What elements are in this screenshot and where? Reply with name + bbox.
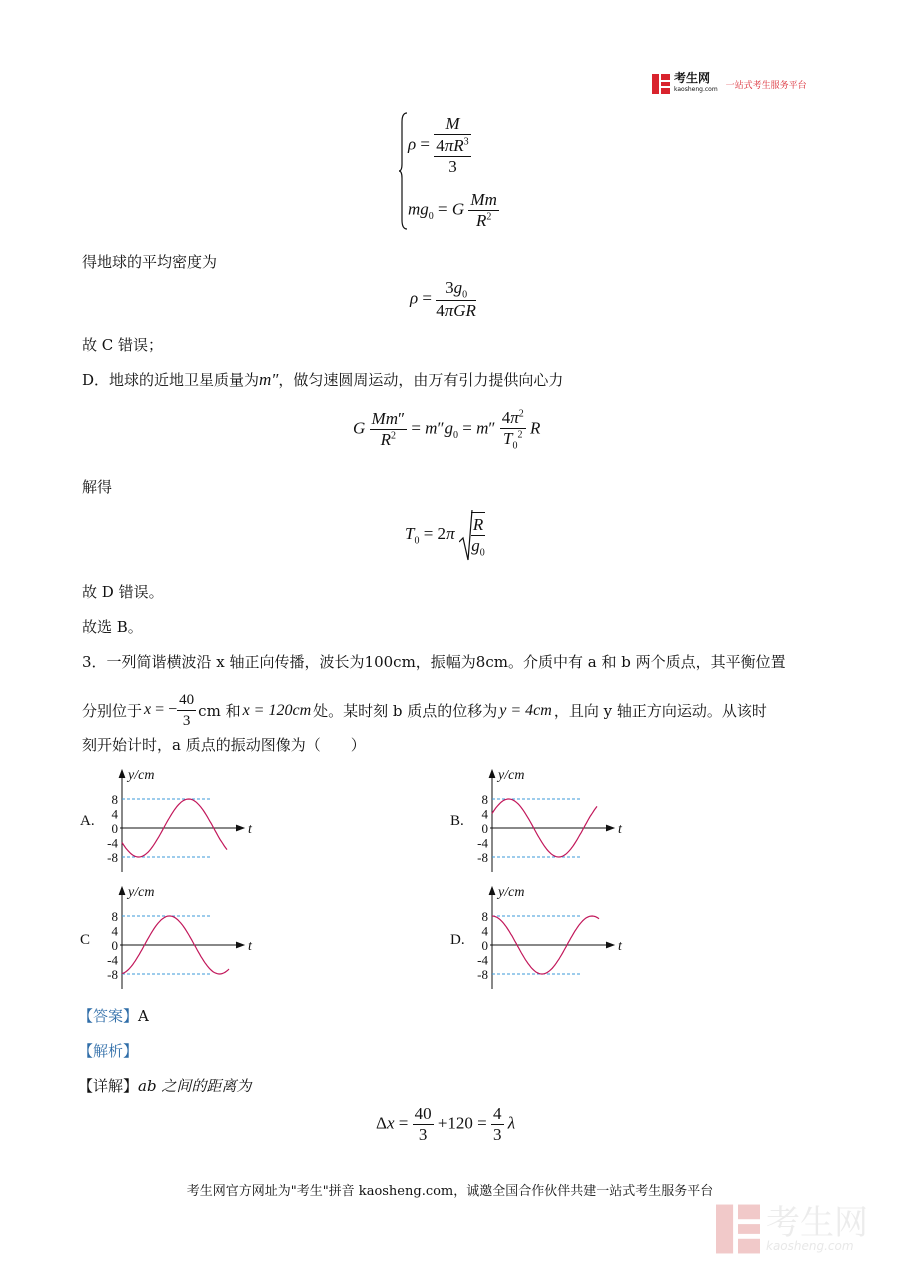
t-axis-label: t [618,822,622,837]
y-axis-label: y/cm [128,885,155,900]
t-axis-label: t [248,939,252,954]
density-result: ρ = $\frac{3g_0}{\text{4πGR}}$ [410,278,476,321]
detail-text: ab 之间的距离为 [138,1077,252,1095]
y-axis-arrow-icon [119,770,125,778]
tick-label: -4 [107,835,118,851]
choose-b: 故选 B。 [82,618,143,636]
tick-label: -4 [107,952,118,968]
c-wrong: 故 C 错误； [82,336,164,354]
question-line-2 [82,690,767,731]
kaosheng-logo-icon [652,74,670,94]
watermark-brand: 考生网 [766,1203,868,1243]
density-heading: 得地球的平均密度为 [82,253,218,271]
tick-label: 4 [111,806,118,822]
option-graph-B [450,764,650,874]
answer-line [78,1006,149,1026]
solve-label: 解得 [82,478,113,496]
header-logo [652,73,807,95]
d-wrong: 故 D 错误。 [82,583,164,601]
header-slogan: 一站式考生服务平台 [725,80,807,91]
y-axis-arrow-icon [489,770,495,778]
period-result: $T_0 = 2\pi$ $\frac{R}{g_0}$ [405,512,485,558]
question-line-2-d: ，且向 y 轴正方向运动。从该时 [553,701,767,720]
header-brand: 考生网 [674,71,711,85]
tick-label: 8 [481,909,488,924]
y-axis-label: y/cm [498,768,525,783]
t-axis-arrow-icon [606,942,614,948]
tick-label: -4 [477,952,488,968]
y-axis-arrow-icon [119,887,125,895]
question-line-2-b: cm 和 [198,701,241,720]
y-axis-arrow-icon [489,887,495,895]
option-graph-C [80,881,280,991]
tick-label: 0 [111,938,118,953]
tick-label: 4 [111,923,118,939]
tick-label: -8 [107,967,118,982]
t-axis-arrow-icon [236,825,244,831]
watermark-logo-icon [716,1204,760,1254]
tick-label: 8 [111,909,118,924]
tick-label: 0 [111,821,118,836]
footer-text: 考生网官方网址为"考生"拼音 kaosheng.com，诚邀全国合作伙伴共建一站式考生服务平台 [186,1184,714,1199]
tick-label: 8 [481,792,488,807]
density-definition: ρ = $\frac{M}{\frac{4\pi R^3}{3}}$ [408,114,469,176]
answer-value: A [138,1007,149,1025]
option-label: D. [450,932,465,948]
answer-label: 【答案】 [78,1007,139,1025]
tick-label: 0 [481,821,488,836]
option-graph-A [80,764,280,874]
x-a-expression: x = − $\frac{40}{3}$ [144,692,195,729]
tick-label: 0 [481,938,488,953]
tick-label: 4 [481,806,488,822]
x-b-expression: x = 120cm [242,701,312,719]
left-brace-icon [398,112,408,230]
orbit-equation: G $\frac{Mm''}{R^2}$ = $m''g_0 = m''$ $\frac{4\pi^2}{T_0^2}$ R [353,408,541,452]
t-axis-arrow-icon [236,942,244,948]
option-graph-D [450,881,650,991]
d-intro-var: m″ [259,370,279,389]
y-axis-label: y/cm [128,768,155,783]
surface-gravity-equation: $mg_0 = G$ $\frac{Mm}{R^2}$ [408,190,497,230]
question-line-2-a: 分别位于 [82,701,143,720]
option-label: A. [80,813,95,829]
tick-label: -8 [107,850,118,865]
tick-label: -8 [477,850,488,865]
detail-label: 【详解】 [78,1077,139,1095]
d-intro [82,370,563,390]
d-intro-tail: ，做匀速圆周运动，由万有引力提供向心力 [278,371,564,389]
distance-equation: Δx = $\frac{40}{3}$ +120 = $\frac{4}{3}$ λ [376,1104,516,1144]
t-axis-label: t [248,822,252,837]
tick-label: 4 [481,923,488,939]
watermark [716,1204,868,1254]
analysis-label: 【解析】 [78,1042,139,1060]
tick-label: -4 [477,835,488,851]
d-intro-text: D．地球的近地卫星质量为 [82,371,260,389]
t-axis-arrow-icon [606,825,614,831]
sqrt-icon [459,510,473,562]
tick-label: 8 [111,792,118,807]
tick-label: -8 [477,967,488,982]
y-axis-label: y/cm [498,885,525,900]
question-line-3: 刻开始计时，a 质点的振动图像为（ ） [82,736,366,754]
option-label: B. [450,813,464,829]
watermark-domain: kaosheng.com [766,1239,854,1253]
detail-line [78,1076,251,1096]
y-b-expression: y = 4cm [499,701,552,719]
question-line-2-c: 处。某时刻 b 质点的位移为 [313,701,498,720]
equation-system [398,112,518,232]
t-axis-label: t [618,939,622,954]
option-label: C [80,932,91,948]
header-domain: kaosheng.com [674,86,718,93]
question-line-1: 3．一列简谐横波沿 x 轴正向传播，波长为100cm，振幅为8cm。介质中有 a 和 b 两个质点，其平衡位置 [82,653,786,671]
